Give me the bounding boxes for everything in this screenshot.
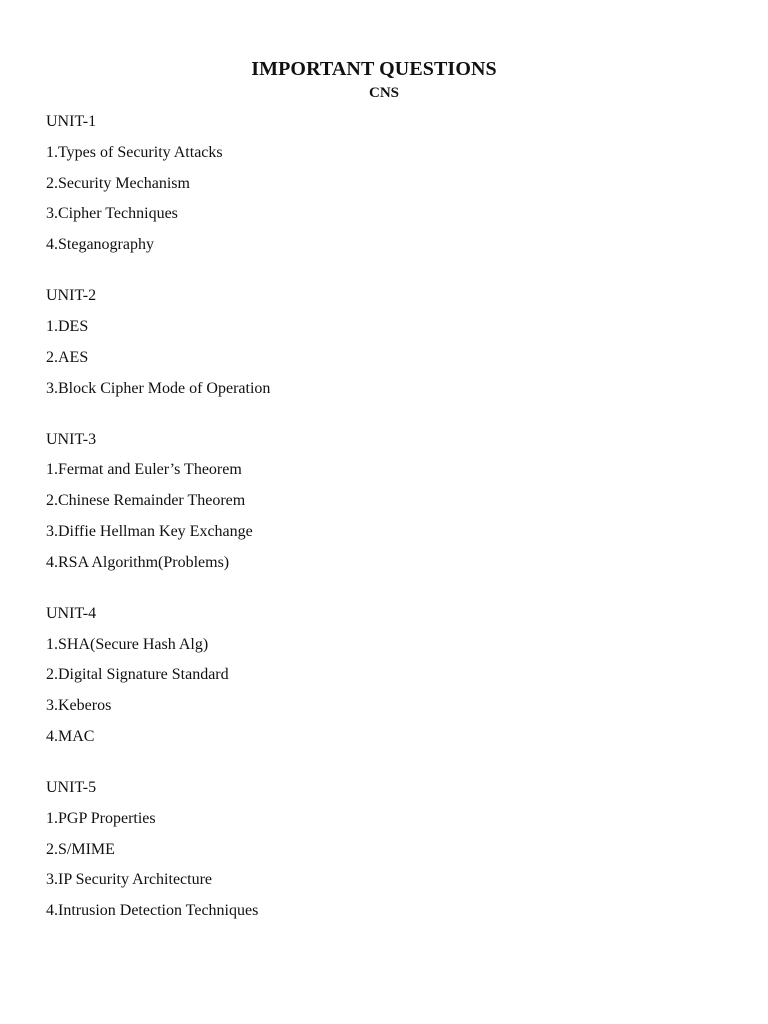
question-item: 4.RSA Algorithm(Problems) xyxy=(46,553,230,571)
question-item: 3.Cipher Techniques xyxy=(46,205,178,223)
question-item: 1.DES xyxy=(46,317,89,335)
question-item: 4.Steganography xyxy=(46,236,154,254)
unit-section xyxy=(46,430,726,573)
question-item: 2.Security Mechanism xyxy=(46,174,190,192)
question-item: 1.PGP Properties xyxy=(46,809,156,827)
question-item: 3.Block Cipher Mode of Operation xyxy=(46,379,271,397)
page-title: IMPORTANT QUESTIONS xyxy=(251,58,497,80)
question-item: 3.Keberos xyxy=(46,697,112,715)
unit-heading: UNIT-2 xyxy=(46,287,97,305)
unit-heading: UNIT-1 xyxy=(46,113,97,130)
unit-heading: UNIT-4 xyxy=(46,604,97,622)
unit-section xyxy=(46,778,726,921)
question-item: 3.Diffie Hellman Key Exchange xyxy=(46,522,253,540)
question-item: 2.AES xyxy=(46,348,89,366)
question-item: 2.S/MIME xyxy=(46,840,115,858)
question-list xyxy=(46,112,726,952)
unit-heading: UNIT-5 xyxy=(46,778,97,796)
unit-section xyxy=(46,286,726,398)
page-subtitle: CNS xyxy=(368,85,399,101)
question-item: 3.IP Security Architecture xyxy=(46,871,213,889)
question-item: 2.Chinese Remainder Theorem xyxy=(46,492,246,510)
question-item: 1.Fermat and Euler’s Theorem xyxy=(46,461,242,479)
question-item: 2.Digital Signature Standard xyxy=(46,666,229,684)
question-item: 4.MAC xyxy=(46,727,95,745)
question-item: 1.Types of Security Attacks xyxy=(46,143,223,161)
question-item: 4.Intrusion Detection Techniques xyxy=(46,902,259,920)
question-item: 1.SHA(Secure Hash Alg) xyxy=(46,635,209,653)
unit-section xyxy=(46,112,726,255)
unit-heading: UNIT-3 xyxy=(46,430,97,448)
unit-section xyxy=(46,604,726,747)
